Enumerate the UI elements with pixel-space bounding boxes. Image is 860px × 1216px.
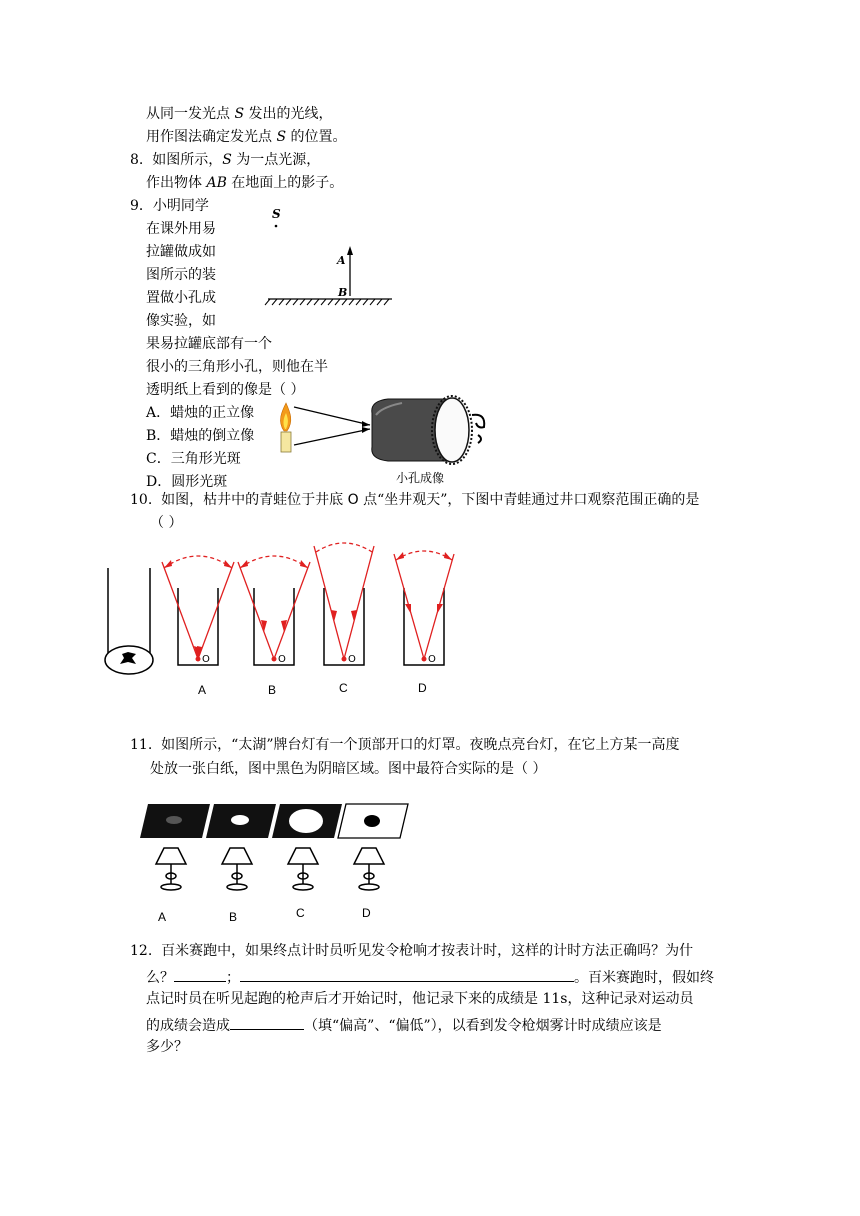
q8-text: 为一点光源， <box>231 152 321 168</box>
q11-paper-a-glow <box>166 816 182 824</box>
q8-symbol-ab: AB <box>206 175 227 191</box>
q9-text: 小明同学 <box>152 198 209 214</box>
q12-line-1 <box>130 941 693 961</box>
q10-option-d-label: D <box>418 681 427 695</box>
q8-label-b: B <box>338 286 348 299</box>
q10-label-o: O <box>278 654 286 665</box>
q10-option-a-diagram <box>162 556 234 665</box>
q7-text: 的位置。 <box>286 129 347 145</box>
eye-symbol-icon <box>472 415 484 443</box>
q11-option-a-label: A <box>158 910 167 924</box>
q7-line-2 <box>146 127 347 147</box>
q8-number: 8. <box>130 152 144 168</box>
translucent-paper-icon <box>435 398 469 462</box>
q9-text: 图所示的装 <box>146 267 216 283</box>
q9-option-b: B．蜡烛的倒立像 <box>146 428 255 444</box>
q10-option-b-label: B <box>268 683 277 697</box>
q7-symbol-s: S <box>276 129 287 145</box>
q12-line-3: 点记时员在听见起跑的枪声后才开始记时，他记录下来的成绩是 11s，这种记录对运动员 <box>146 991 694 1007</box>
q10-answer-paren: （ ） <box>150 515 183 531</box>
q8-line-2 <box>146 173 343 193</box>
q12-text: ； <box>226 970 240 986</box>
desk-lamp-icon <box>354 848 384 890</box>
q7-line-1 <box>146 104 333 124</box>
q9-number: 9． <box>130 198 153 214</box>
desk-lamp-icon <box>222 848 252 890</box>
q8-arrow-head <box>347 246 353 255</box>
desk-lamp-icon <box>288 848 318 890</box>
q9-number-line <box>130 196 209 216</box>
q9-option-d: D．圆形光斑 <box>146 474 228 490</box>
q8-ground-hatching <box>265 299 389 305</box>
arrow-icon <box>362 421 370 427</box>
q11-paper-d-spot <box>364 815 380 827</box>
q11-lamp-figures <box>138 800 420 904</box>
q9-text: 置做小孔成 <box>146 290 216 306</box>
q12-line-5: 多少？ <box>146 1039 188 1055</box>
q11-number: 11. <box>130 737 153 753</box>
q12-text: 百米赛跑中，如果终点计时员听见发令枪响才按表计时，这样的计时方法正确吗？为什 <box>161 943 694 959</box>
q10-line-1 <box>130 490 699 510</box>
q10-point-o: O <box>347 492 359 508</box>
q8-label-s: S <box>272 207 281 221</box>
q10-text: 如图，枯井中的青蛙位于井底 <box>161 492 344 508</box>
q10-well-figures <box>100 540 460 680</box>
q10-option-d-diagram <box>394 551 454 665</box>
q11-option-b-label: B <box>229 910 238 924</box>
q12-text: 么？ <box>146 970 174 986</box>
q9-pinhole-figure <box>272 395 492 487</box>
q9-option-c: C．三角形光斑 <box>146 451 241 467</box>
q10-option-c-label: C <box>339 681 348 695</box>
q9-figure-caption: 小孔成像 <box>396 471 445 485</box>
q8-text: 在地面上的影子。 <box>226 175 344 191</box>
q11-text: 如图所示，“太湖”牌台灯有一个顶部开口的灯罩。夜晚点亮台灯，在它上方某一高度 <box>161 737 680 753</box>
q12-line-2 <box>146 965 714 988</box>
q8-text: 作出物体 <box>146 175 207 191</box>
q11-option-c-label: C <box>296 906 305 920</box>
q12-text: （填“偏高”、“偏低”），以看到发令枪烟雾计时成绩应该是 <box>304 1018 662 1034</box>
q9-text: 果易拉罐底部有一个 <box>146 336 272 352</box>
q8-line-1 <box>130 150 320 170</box>
q8-symbol-s: S <box>222 152 232 168</box>
q11-paper-b-spot <box>231 815 249 825</box>
q12-text: 。百米赛跑时，假如终 <box>574 970 714 986</box>
q9-ray-bottom <box>294 429 370 445</box>
candle-body-icon <box>281 432 291 452</box>
q10-number: 10. <box>130 492 153 508</box>
q10-option-b-diagram <box>238 556 310 665</box>
q10-well-with-frog <box>105 568 153 674</box>
q9-text: 很小的三角形小孔，则他在半 <box>146 359 328 375</box>
q8-text: 如图所示， <box>152 152 223 168</box>
q10-option-a-label: A <box>198 683 207 697</box>
q11-line-2: 处放一张白纸，图中黑色为阴暗区域。图中最符合实际的是（ ） <box>150 761 547 777</box>
q12-answer-blank-2[interactable] <box>240 965 574 982</box>
q8-label-a: A <box>337 254 346 267</box>
desk-lamp-icon <box>156 848 186 890</box>
q9-option-a: A．蜡烛的正立像 <box>146 405 255 421</box>
q11-option-d-label: D <box>362 906 371 920</box>
q7-text: 用作图法确定发光点 <box>146 129 277 145</box>
q10-option-c-diagram <box>314 543 374 665</box>
q8-shadow-figure <box>260 200 400 310</box>
q9-text: 在课外用易 <box>146 221 216 237</box>
q12-answer-blank-1[interactable] <box>174 965 226 982</box>
q9-text: 像实验，如 <box>146 313 216 329</box>
q10-label-o: O <box>348 654 356 665</box>
q7-text: 发出的光线， <box>244 106 333 122</box>
q12-number: 12. <box>130 943 153 959</box>
q10-label-o: O <box>202 654 210 665</box>
q10-label-o: O <box>428 654 436 665</box>
q9-text: 透明纸上看到的像是（ ） <box>146 382 305 398</box>
q7-symbol-s: S <box>234 106 245 122</box>
q12-line-4 <box>146 1013 662 1036</box>
arrow-icon <box>362 427 370 433</box>
q11-paper-c-spot <box>289 809 323 833</box>
q8-point-source <box>275 225 278 228</box>
q9-ray-top <box>294 407 370 425</box>
q9-text: 拉罐做成如 <box>146 244 216 260</box>
q11-line-1 <box>130 735 679 755</box>
q12-text: 的成绩会造成 <box>146 1018 230 1034</box>
q7-text: 从同一发光点 <box>146 106 235 122</box>
q10-text: 点“坐井观天”，下图中青蛙通过井口观察范围正确的是 <box>363 492 700 508</box>
q12-answer-blank-3[interactable] <box>230 1013 304 1030</box>
